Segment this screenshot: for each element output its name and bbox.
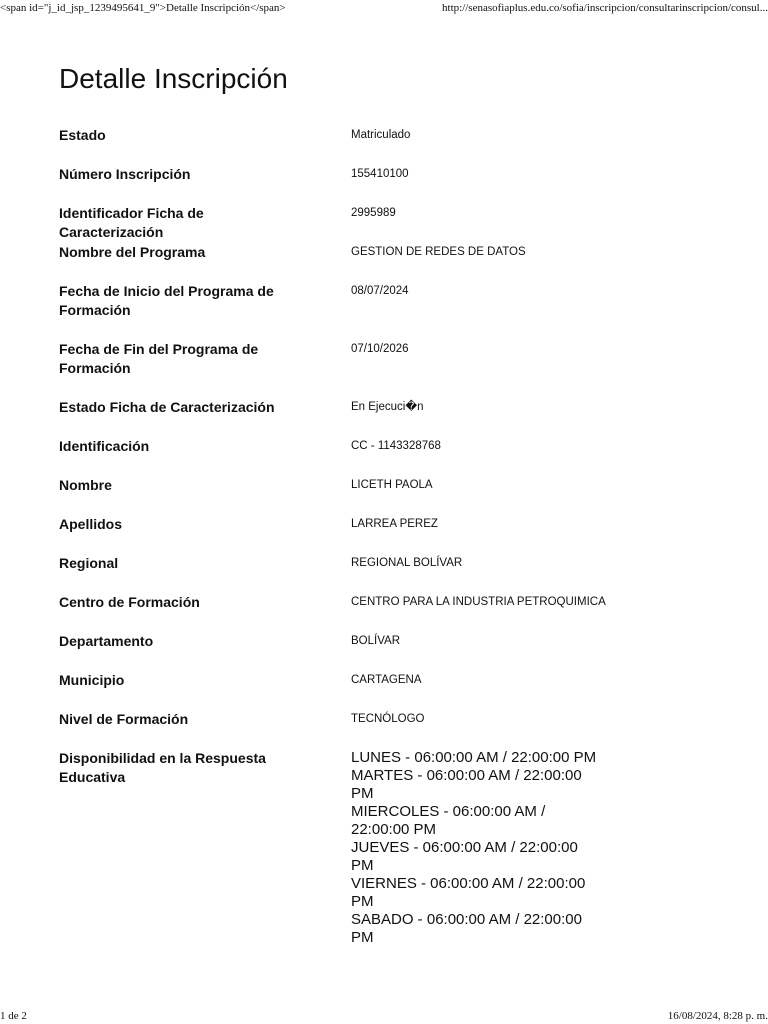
detail-row-fecha-inicio — [59, 282, 719, 340]
detail-label: Identificación — [59, 438, 150, 454]
detail-row-nombre — [59, 476, 719, 515]
print-header — [0, 2, 768, 18]
detail-row-estado — [59, 126, 719, 165]
detail-value: Matriculado — [351, 129, 411, 141]
print-header-title: <span id="j_id_jsp_1239495641_9">Detalle Inscripción</span> — [0, 2, 286, 14]
detail-row-municipio — [59, 671, 719, 710]
detail-label: Departamento — [59, 633, 154, 649]
print-header-url: http://senasofiaplus.edu.co/sofia/inscripcion/consultarinscripcion/consul... — [442, 2, 768, 14]
detail-value: En Ejecuci�n — [351, 401, 424, 413]
detail-label: Identificador Ficha de Caracterización — [59, 205, 204, 240]
detail-row-numero-inscripcion — [59, 165, 719, 204]
detail-row-estado-ficha — [59, 398, 719, 437]
detail-row-apellidos — [59, 515, 719, 554]
detail-row-regional — [59, 554, 719, 593]
detail-value: 07/10/2026 — [351, 343, 409, 355]
detail-value: LICETH PAOLA — [351, 479, 433, 491]
detail-row-identificacion — [59, 437, 719, 476]
schedule-line-miercoles: MIERCOLES - 06:00:00 AM / 22:00:00 PM — [351, 803, 546, 838]
detail-value: REGIONAL BOLÍVAR — [351, 557, 463, 569]
detail-label: Disponibilidad en la Respuesta Educativa — [59, 750, 266, 785]
detail-value: GESTION DE REDES DE DATOS — [351, 246, 526, 258]
availability-schedule — [351, 749, 601, 947]
detail-row-disponibilidad — [59, 749, 719, 946]
detail-label: Fecha de Fin del Programa de Formación — [59, 341, 259, 376]
detail-label: Estado Ficha de Caracterización — [59, 399, 275, 415]
print-timestamp: 16/08/2024, 8:28 p. m. — [667, 1010, 768, 1022]
detail-value: 2995989 — [351, 207, 396, 219]
detail-value: CARTAGENA — [351, 674, 422, 686]
detail-value: LARREA PEREZ — [351, 518, 438, 530]
detail-label: Estado — [59, 127, 106, 143]
detail-label: Centro de Formación — [59, 594, 200, 610]
detail-row-identificador-ficha — [59, 204, 719, 243]
page-number: 1 de 2 — [0, 1010, 27, 1022]
detail-row-centro-formacion — [59, 593, 719, 632]
schedule-line-lunes: LUNES - 06:00:00 AM / 22:00:00 PM — [351, 749, 597, 766]
detail-label: Municipio — [59, 672, 125, 688]
detail-value: TECNÓLOGO — [351, 713, 425, 725]
detail-label: Número Inscripción — [59, 166, 191, 182]
detail-label: Apellidos — [59, 516, 123, 532]
detail-value: 155410100 — [351, 168, 409, 180]
page-title: Detalle Inscripción — [59, 63, 288, 94]
detail-value: BOLÍVAR — [351, 635, 400, 647]
detail-row-nivel-formacion — [59, 710, 719, 749]
detail-label: Nivel de Formación — [59, 711, 189, 727]
schedule-line-viernes: VIERNES - 06:00:00 AM / 22:00:00 PM — [351, 875, 586, 910]
detail-value: CENTRO PARA LA INDUSTRIA PETROQUIMICA — [351, 596, 606, 608]
print-footer — [0, 1010, 768, 1024]
detail-row-fecha-fin — [59, 340, 719, 398]
enrollment-details — [59, 126, 719, 946]
detail-value: CC - 1143328768 — [351, 440, 441, 452]
schedule-line-jueves: JUEVES - 06:00:00 AM / 22:00:00 PM — [351, 839, 578, 874]
detail-row-nombre-programa — [59, 243, 719, 282]
detail-value: 08/07/2024 — [351, 285, 409, 297]
schedule-line-sabado: SABADO - 06:00:00 AM / 22:00:00 PM — [351, 911, 582, 946]
detail-label: Regional — [59, 555, 119, 571]
detail-label: Nombre del Programa — [59, 244, 206, 260]
detail-label: Fecha de Inicio del Programa de Formación — [59, 283, 274, 318]
detail-row-departamento — [59, 632, 719, 671]
schedule-line-martes: MARTES - 06:00:00 AM / 22:00:00 PM — [351, 767, 582, 802]
detail-label: Nombre — [59, 477, 112, 493]
